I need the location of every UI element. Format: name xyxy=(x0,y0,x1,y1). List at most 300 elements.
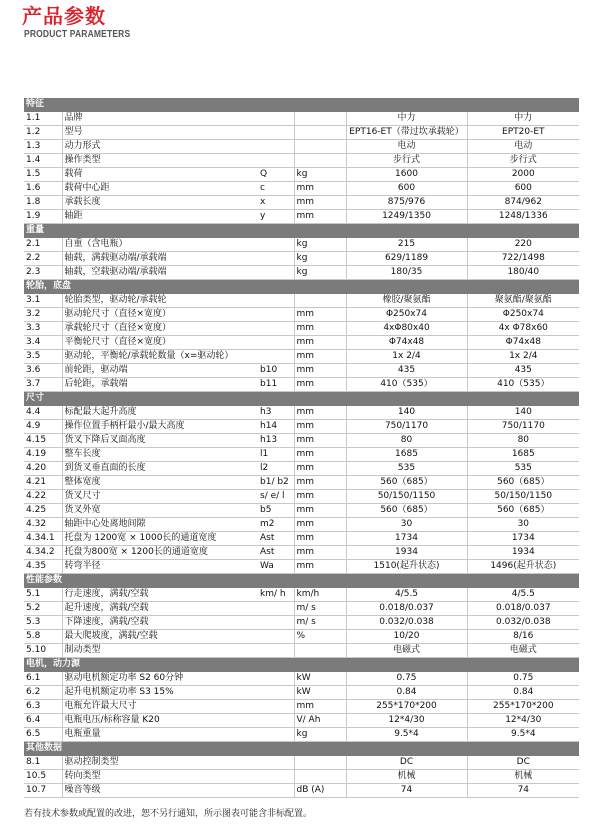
param-unit: mm xyxy=(294,420,346,434)
param-name: 制动类型 xyxy=(62,644,258,658)
param-unit: mm xyxy=(294,182,346,196)
param-symbol: l1 xyxy=(258,448,294,462)
param-name: 轴载，空载驱动端/承载端 xyxy=(62,266,258,280)
table-row xyxy=(24,448,579,462)
param-symbol xyxy=(258,728,294,742)
param-unit: mm xyxy=(294,518,346,532)
value-ept16: 机械 xyxy=(346,770,467,784)
param-symbol xyxy=(258,266,294,280)
page-title: 产品参数 xyxy=(22,4,106,28)
section-title: 尺寸 xyxy=(24,392,579,406)
value-ept16: 50/150/1150 xyxy=(346,490,467,504)
value-ept20: 50/150/1150 xyxy=(467,490,579,504)
param-name: 驱动轮尺寸（直径×宽度） xyxy=(62,308,258,322)
param-unit: kg xyxy=(294,266,346,280)
param-unit: kW xyxy=(294,686,346,700)
value-ept20: 0.75 xyxy=(467,672,579,686)
param-number: 8.1 xyxy=(24,756,62,770)
section-header-row xyxy=(24,574,579,588)
value-ept16: Φ250x74 xyxy=(346,308,467,322)
table-row xyxy=(24,714,579,728)
param-number: 3.1 xyxy=(24,294,62,308)
value-ept20: 1496(起升状态) xyxy=(467,560,579,574)
value-ept20: 8/16 xyxy=(467,630,579,644)
param-name: 动力形式 xyxy=(62,140,258,154)
table-row xyxy=(24,196,579,210)
param-unit: mm xyxy=(294,700,346,714)
param-name: 后轮距，承载端 xyxy=(62,378,258,392)
value-ept20: 聚氨酯/聚氨酯 xyxy=(467,294,579,308)
value-ept20: 1x 2/4 xyxy=(467,350,579,364)
param-number: 3.5 xyxy=(24,350,62,364)
table-row xyxy=(24,126,579,140)
param-symbol: h13 xyxy=(258,434,294,448)
table-row xyxy=(24,504,579,518)
value-ept16: 410（535） xyxy=(346,378,467,392)
param-number: 1.6 xyxy=(24,182,62,196)
section-title: 电机，动力源 xyxy=(24,658,579,672)
param-name: 货叉下降后叉面高度 xyxy=(62,434,258,448)
param-symbol: b5 xyxy=(258,504,294,518)
value-ept20: Φ74x48 xyxy=(467,336,579,350)
param-unit: mm xyxy=(294,504,346,518)
param-number: 5.3 xyxy=(24,616,62,630)
value-ept20: 74 xyxy=(467,784,579,798)
section-title: 性能参数 xyxy=(24,574,579,588)
param-unit: mm xyxy=(294,350,346,364)
footnote: 若有技术参数或配置的改进，恕不另行通知，所示图表可能含非标配置。 xyxy=(24,809,313,819)
section-title: 特征 xyxy=(24,98,579,112)
param-name: 托盘为 1200宽 × 1000长的通道宽度 xyxy=(62,532,258,546)
param-symbol xyxy=(258,686,294,700)
table-row xyxy=(24,560,579,574)
value-ept20: DC xyxy=(467,756,579,770)
param-unit: km/h xyxy=(294,588,346,602)
param-number: 2.3 xyxy=(24,266,62,280)
value-ept20: 12*4/30 xyxy=(467,714,579,728)
table-row xyxy=(24,238,579,252)
value-ept20: 0.84 xyxy=(467,686,579,700)
param-number: 4.22 xyxy=(24,490,62,504)
table-row xyxy=(24,546,579,560)
param-number: 2.2 xyxy=(24,252,62,266)
param-number: 4.20 xyxy=(24,462,62,476)
param-number: 1.1 xyxy=(24,112,62,126)
table-row xyxy=(24,308,579,322)
value-ept20: 255*170*200 xyxy=(467,700,579,714)
value-ept16: 4/5.5 xyxy=(346,588,467,602)
value-ept20: 80 xyxy=(467,434,579,448)
param-name: 噪音等级 xyxy=(62,784,258,798)
param-number: 4.21 xyxy=(24,476,62,490)
param-unit: kg xyxy=(294,728,346,742)
table-row xyxy=(24,154,579,168)
table-row xyxy=(24,672,579,686)
value-ept20: Φ250x74 xyxy=(467,308,579,322)
param-unit: mm xyxy=(294,406,346,420)
value-ept16: 4xΦ80x40 xyxy=(346,322,467,336)
param-number: 3.2 xyxy=(24,308,62,322)
param-name: 承载长度 xyxy=(62,196,258,210)
param-name: 转弯半径 xyxy=(62,560,258,574)
table-row xyxy=(24,518,579,532)
param-symbol xyxy=(258,126,294,140)
param-unit: mm xyxy=(294,462,346,476)
table-row xyxy=(24,602,579,616)
table-row xyxy=(24,378,579,392)
value-ept16: 电动 xyxy=(346,140,467,154)
param-unit: mm xyxy=(294,308,346,322)
value-ept16: 535 xyxy=(346,462,467,476)
table-row xyxy=(24,490,579,504)
table-row xyxy=(24,686,579,700)
value-ept20: 180/40 xyxy=(467,266,579,280)
param-symbol xyxy=(258,154,294,168)
param-name: 品牌 xyxy=(62,112,258,126)
value-ept16: 0.018/0.037 xyxy=(346,602,467,616)
param-number: 4.15 xyxy=(24,434,62,448)
param-name: 载荷 xyxy=(62,168,258,182)
param-number: 1.2 xyxy=(24,126,62,140)
table-row xyxy=(24,630,579,644)
param-symbol: h3 xyxy=(258,406,294,420)
param-name: 驱动轮，平衡轮/承载轮数量（x=驱动轮） xyxy=(62,350,258,364)
param-number: 4.34.1 xyxy=(24,532,62,546)
value-ept16: 140 xyxy=(346,406,467,420)
table-row xyxy=(24,728,579,742)
param-name: 驱动电机额定功率 S2 60分钟 xyxy=(62,672,258,686)
table-row xyxy=(24,112,579,126)
value-ept16: 30 xyxy=(346,518,467,532)
table-row xyxy=(24,770,579,784)
value-ept20: 2000 xyxy=(467,168,579,182)
param-name: 货叉尺寸 xyxy=(62,490,258,504)
param-symbol: Q xyxy=(258,168,294,182)
param-number: 1.9 xyxy=(24,210,62,224)
value-ept16: 中力 xyxy=(346,112,467,126)
section-header-row xyxy=(24,98,579,112)
table-row xyxy=(24,756,579,770)
page-subtitle: PRODUCT PARAMETERS xyxy=(24,29,131,40)
param-name: 起升电机额定功率 S3 15% xyxy=(62,686,258,700)
value-ept20: 9.5*4 xyxy=(467,728,579,742)
value-ept20: EPT20-ET xyxy=(467,126,579,140)
param-name: 型号 xyxy=(62,126,258,140)
param-number: 2.1 xyxy=(24,238,62,252)
value-ept20: 电磁式 xyxy=(467,644,579,658)
param-symbol: Ast xyxy=(258,546,294,560)
param-number: 5.10 xyxy=(24,644,62,658)
param-name: 轴距 xyxy=(62,210,258,224)
param-name: 电瓶电压/标称容量 K20 xyxy=(62,714,258,728)
table-row xyxy=(24,784,579,798)
value-ept16: 10/20 xyxy=(346,630,467,644)
value-ept20: 0.032/0.038 xyxy=(467,616,579,630)
param-symbol xyxy=(258,112,294,126)
param-symbol xyxy=(258,294,294,308)
param-number: 4.35 xyxy=(24,560,62,574)
param-symbol: Ast xyxy=(258,532,294,546)
table-row xyxy=(24,294,579,308)
param-number: 4.25 xyxy=(24,504,62,518)
value-ept20: 30 xyxy=(467,518,579,532)
param-name: 轴距中心处离地间隙 xyxy=(62,518,258,532)
value-ept20: 1248/1336 xyxy=(467,210,579,224)
value-ept16: 0.032/0.038 xyxy=(346,616,467,630)
param-unit xyxy=(294,770,346,784)
param-symbol xyxy=(258,672,294,686)
table-row xyxy=(24,406,579,420)
value-ept16: 600 xyxy=(346,182,467,196)
param-number: 4.19 xyxy=(24,448,62,462)
param-unit: % xyxy=(294,630,346,644)
value-ept20: 560（685） xyxy=(467,504,579,518)
param-number: 6.3 xyxy=(24,700,62,714)
param-name: 前轮距，驱动端 xyxy=(62,364,258,378)
value-ept20: 560（685） xyxy=(467,476,579,490)
param-number: 1.8 xyxy=(24,196,62,210)
param-unit: mm xyxy=(294,196,346,210)
param-symbol xyxy=(258,770,294,784)
param-symbol xyxy=(258,140,294,154)
param-symbol xyxy=(258,238,294,252)
param-symbol: m2 xyxy=(258,518,294,532)
param-number: 3.4 xyxy=(24,336,62,350)
param-name: 承载轮尺寸（直径×宽度） xyxy=(62,322,258,336)
param-unit xyxy=(294,294,346,308)
table-row xyxy=(24,350,579,364)
param-name: 平衡轮尺寸（直径×宽度） xyxy=(62,336,258,350)
param-name: 转向类型 xyxy=(62,770,258,784)
value-ept16: 9.5*4 xyxy=(346,728,467,742)
param-symbol xyxy=(258,784,294,798)
param-name: 行走速度，满载/空载 xyxy=(62,588,258,602)
param-unit: dB (A) xyxy=(294,784,346,798)
value-ept20: 750/1170 xyxy=(467,420,579,434)
table-row xyxy=(24,364,579,378)
value-ept16: 74 xyxy=(346,784,467,798)
value-ept20: 874/962 xyxy=(467,196,579,210)
param-name: 驱动控制类型 xyxy=(62,756,258,770)
table-row xyxy=(24,266,579,280)
param-unit xyxy=(294,112,346,126)
param-number: 5.1 xyxy=(24,588,62,602)
param-unit: kg xyxy=(294,238,346,252)
param-name: 操作类型 xyxy=(62,154,258,168)
table-row xyxy=(24,210,579,224)
value-ept20: 435 xyxy=(467,364,579,378)
value-ept20: 220 xyxy=(467,238,579,252)
param-symbol xyxy=(258,616,294,630)
table-row xyxy=(24,140,579,154)
value-ept20: 4x Φ78x60 xyxy=(467,322,579,336)
table-row xyxy=(24,476,579,490)
table-row xyxy=(24,322,579,336)
param-unit: mm xyxy=(294,560,346,574)
param-number: 1.5 xyxy=(24,168,62,182)
value-ept16: 12*4/30 xyxy=(346,714,467,728)
param-number: 5.8 xyxy=(24,630,62,644)
param-symbol xyxy=(258,602,294,616)
param-unit: mm xyxy=(294,322,346,336)
value-ept16: EPT16-ET（带过坎承载轮） xyxy=(346,126,467,140)
param-unit: mm xyxy=(294,532,346,546)
section-title: 轮胎，底盘 xyxy=(24,280,579,294)
section-title: 重量 xyxy=(24,224,579,238)
param-unit: mm xyxy=(294,364,346,378)
param-number: 10.7 xyxy=(24,784,62,798)
param-unit: m/ s xyxy=(294,616,346,630)
param-unit: mm xyxy=(294,448,346,462)
value-ept16: 560（685） xyxy=(346,504,467,518)
value-ept16: 电磁式 xyxy=(346,644,467,658)
param-name: 整体宽度 xyxy=(62,476,258,490)
value-ept16: 180/35 xyxy=(346,266,467,280)
param-number: 1.3 xyxy=(24,140,62,154)
value-ept16: 629/1189 xyxy=(346,252,467,266)
param-name: 载荷中心距 xyxy=(62,182,258,196)
param-number: 3.3 xyxy=(24,322,62,336)
param-name: 到货叉垂直面的长度 xyxy=(62,462,258,476)
param-name: 轴载，满载驱动端/承载端 xyxy=(62,252,258,266)
value-ept16: 1249/1350 xyxy=(346,210,467,224)
param-symbol: s/ e/ l xyxy=(258,490,294,504)
param-name: 整车长度 xyxy=(62,448,258,462)
value-ept20: 机械 xyxy=(467,770,579,784)
param-unit: kW xyxy=(294,672,346,686)
param-name: 自重（含电瓶） xyxy=(62,238,258,252)
value-ept20: 1934 xyxy=(467,546,579,560)
value-ept20: 4/5.5 xyxy=(467,588,579,602)
section-header-row xyxy=(24,658,579,672)
param-symbol xyxy=(258,308,294,322)
value-ept16: 255*170*200 xyxy=(346,700,467,714)
param-symbol: c xyxy=(258,182,294,196)
value-ept16: 0.75 xyxy=(346,672,467,686)
section-header-row xyxy=(24,224,579,238)
param-number: 6.4 xyxy=(24,714,62,728)
value-ept20: 0.018/0.037 xyxy=(467,602,579,616)
param-symbol: l2 xyxy=(258,462,294,476)
table-row xyxy=(24,616,579,630)
param-number: 4.34.2 xyxy=(24,546,62,560)
param-symbol xyxy=(258,714,294,728)
param-symbol xyxy=(258,252,294,266)
param-number: 3.6 xyxy=(24,364,62,378)
param-number: 3.7 xyxy=(24,378,62,392)
param-number: 6.5 xyxy=(24,728,62,742)
param-unit: mm xyxy=(294,546,346,560)
table-row xyxy=(24,434,579,448)
param-name: 托盘为800宽 × 1200长的通道宽度 xyxy=(62,546,258,560)
param-name: 最大爬坡度，满载/空载 xyxy=(62,630,258,644)
param-number: 4.4 xyxy=(24,406,62,420)
param-name: 下降速度，满载/空载 xyxy=(62,616,258,630)
param-unit xyxy=(294,756,346,770)
param-name: 货叉外宽 xyxy=(62,504,258,518)
param-symbol xyxy=(258,350,294,364)
param-number: 4.32 xyxy=(24,518,62,532)
value-ept20: 600 xyxy=(467,182,579,196)
param-unit: V/ Ah xyxy=(294,714,346,728)
param-symbol: h14 xyxy=(258,420,294,434)
param-symbol xyxy=(258,700,294,714)
value-ept20: 电动 xyxy=(467,140,579,154)
section-header-row xyxy=(24,392,579,406)
table-row xyxy=(24,700,579,714)
param-unit xyxy=(294,126,346,140)
table-row xyxy=(24,462,579,476)
value-ept16: 1734 xyxy=(346,532,467,546)
param-number: 6.1 xyxy=(24,672,62,686)
param-unit: kg xyxy=(294,168,346,182)
value-ept16: 1600 xyxy=(346,168,467,182)
table-row xyxy=(24,182,579,196)
table-row xyxy=(24,420,579,434)
table-row xyxy=(24,644,579,658)
value-ept20: 535 xyxy=(467,462,579,476)
param-symbol: km/ h xyxy=(258,588,294,602)
spec-table xyxy=(24,98,579,798)
table-row xyxy=(24,168,579,182)
table-row xyxy=(24,252,579,266)
value-ept16: 80 xyxy=(346,434,467,448)
param-unit xyxy=(294,140,346,154)
value-ept16: 1934 xyxy=(346,546,467,560)
param-unit: mm xyxy=(294,210,346,224)
param-symbol: b1/ b2 xyxy=(258,476,294,490)
section-header-row xyxy=(24,280,579,294)
value-ept16: 1x 2/4 xyxy=(346,350,467,364)
param-name: 电瓶重量 xyxy=(62,728,258,742)
param-unit: mm xyxy=(294,490,346,504)
value-ept16: DC xyxy=(346,756,467,770)
value-ept20: 410（535） xyxy=(467,378,579,392)
table-row xyxy=(24,588,579,602)
param-number: 10.5 xyxy=(24,770,62,784)
param-name: 起升速度，满载/空载 xyxy=(62,602,258,616)
param-symbol xyxy=(258,322,294,336)
value-ept16: 215 xyxy=(346,238,467,252)
param-number: 4.9 xyxy=(24,420,62,434)
value-ept20: 中力 xyxy=(467,112,579,126)
param-unit: kg xyxy=(294,252,346,266)
param-symbol: x xyxy=(258,196,294,210)
param-unit: mm xyxy=(294,378,346,392)
value-ept20: 722/1498 xyxy=(467,252,579,266)
value-ept20: 1734 xyxy=(467,532,579,546)
param-unit xyxy=(294,644,346,658)
param-unit: mm xyxy=(294,336,346,350)
table-row xyxy=(24,532,579,546)
param-name: 操作位置手柄杆最小/最大高度 xyxy=(62,420,258,434)
param-symbol xyxy=(258,644,294,658)
section-title: 其他数据 xyxy=(24,742,579,756)
param-symbol xyxy=(258,336,294,350)
value-ept16: Φ74x48 xyxy=(346,336,467,350)
value-ept16: 750/1170 xyxy=(346,420,467,434)
value-ept16: 1510(起升状态) xyxy=(346,560,467,574)
param-number: 6.2 xyxy=(24,686,62,700)
param-unit: mm xyxy=(294,476,346,490)
param-unit xyxy=(294,154,346,168)
value-ept16: 0.84 xyxy=(346,686,467,700)
table-row xyxy=(24,336,579,350)
value-ept16: 步行式 xyxy=(346,154,467,168)
value-ept16: 435 xyxy=(346,364,467,378)
value-ept16: 1685 xyxy=(346,448,467,462)
param-name: 轮胎类型，驱动轮/承载轮 xyxy=(62,294,258,308)
